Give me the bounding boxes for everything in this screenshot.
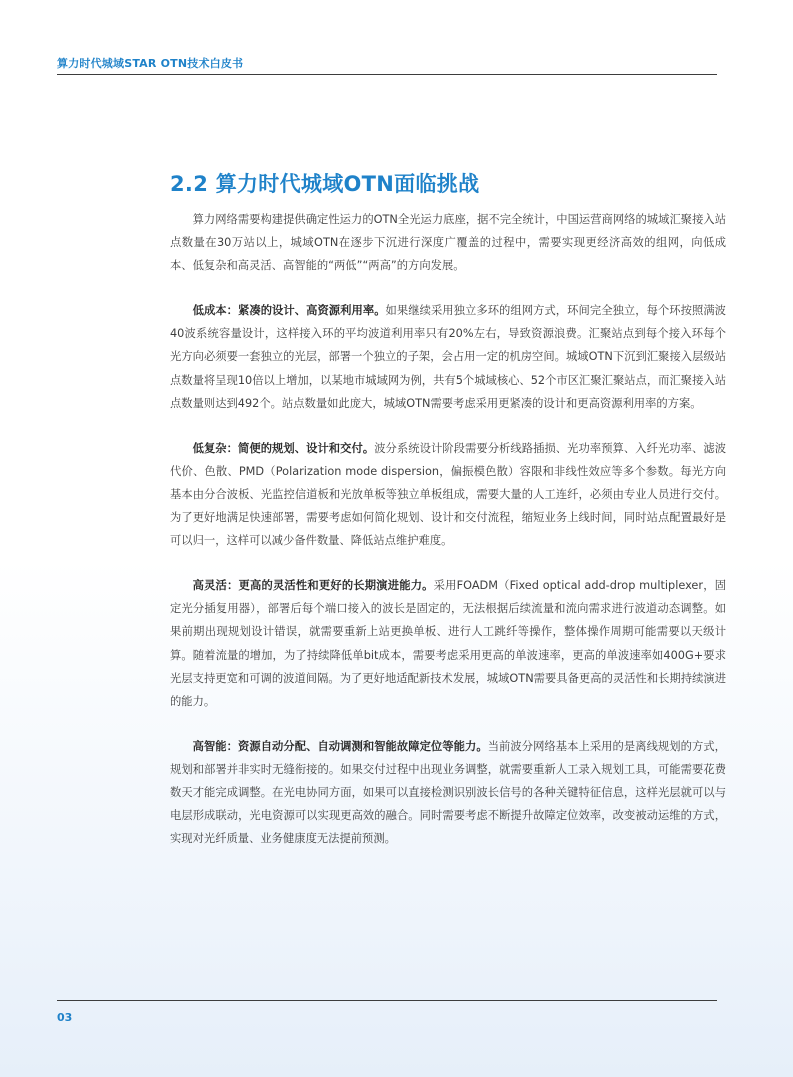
- paragraph-low-complexity-text: 波分系统设计阶段需要分析线路插损、光功率预算、入纤光功率、滤波代价、色散、PMD（Polarization mode dispersion，偏振模色散）容限和非线性效应等多个参数。每光方向基本由分合波板、光监控信道板和光放单板等独立单板组成，需要大量的人工连纤，必须由专业人员进行交付。为了更好地满足快速部署，需要考虑如何简化规划、设计和交付流程，缩短业务上线时间，同时站点配置最好是可以归一，这样可以减少备件数量、降低站点维护难度。: [170, 441, 726, 548]
- page-number: 03: [57, 1011, 73, 1024]
- header-title: 算力时代城域STAR OTN技术白皮书: [57, 57, 244, 70]
- paragraph-intro: [170, 208, 726, 277]
- paragraph-low-complexity: [170, 437, 726, 552]
- paragraph-high-intelligence-text: 当前波分网络基本上采用的是离线规划的方式，规划和部署并非实时无缝衔接的。如果交付过程中出现业务调整，就需要重新人工录入规划工具，可能需要花费数天才能完成调整。在光电协同方面，如果可以直接检测识别波长信号的各种关键特征信息，这样光层就可以与电层形成联动，光电资源可以实现更高效的融合。同时需要考虑不断提升故障定位效率，改变被动运维的方式，实现对光纤质量、业务健康度无法提前预测。: [170, 739, 726, 846]
- header-divider: [57, 74, 717, 75]
- paragraph-high-flexibility: [170, 574, 726, 713]
- paragraph-high-intelligence: [170, 735, 726, 850]
- section-body: [170, 208, 726, 872]
- footer-divider: [57, 1000, 717, 1001]
- paragraph-intro-text: 算力网络需要构建提供确定性运力的OTN全光运力底座，据不完全统计，中国运营商网络的城域汇聚接入站点数量在30万站以上，城域OTN在逐步下沉进行深度广覆盖的过程中，需要实现更经济高效的组网，向低成本、低复杂和高灵活、高智能的“两低”“两高”的方向发展。: [170, 213, 726, 273]
- paragraph-low-cost: [170, 299, 726, 414]
- paragraph-high-flexibility-text: 采用FOADM（Fixed optical add-drop multiplexer，固定光分插复用器），部署后每个端口接入的波长是固定的，无法根据后续流量和流向需求进行波道动态调整。如果前期出现规划设计错误，就需要重新上站更换单板、进行人工跳纤等操作，整体操作周期可能需要以天级计算。随着流量的增加，为了持续降低单bit成本，需要考虑采用更高的单波速率，更高的单波速率如400G+要求光层支持更宽和可调的波道间隔。为了更好地适配新技术发展，城域OTN需要具备更高的灵活性和长期持续演进的能力。: [170, 579, 726, 708]
- paragraph-high-intelligence-lead: 高智能：资源自动分配、自动调测和智能故障定位等能力。: [192, 739, 488, 753]
- paragraph-low-cost-text: 如果继续采用独立多环的组网方式，环间完全独立，每个环按照满波40波系统容量设计，这样接入环的平均波道利用率只有20%左右，导致资源浪费。汇聚站点到每个接入环每个光方向必须要一套独立的光层，部署一个独立的子架，会占用一定的机房空间。城域OTN下沉到汇聚接入层级站点数量将呈现10倍以上增加，以某地市城域网为例，共有5个城域核心、52个市区汇聚汇聚站点，而汇聚接入站点数量则达到492个。站点数量如此庞大，城域OTN需要考虑采用更紧凑的设计和更高资源利用率的方案。: [170, 304, 726, 410]
- paragraph-low-complexity-lead: 低复杂：简便的规划、设计和交付。: [192, 441, 375, 455]
- paragraph-low-cost-lead: 低成本：紧凑的设计、高资源利用率。: [192, 304, 386, 318]
- section-heading: 2.2 算力时代城域OTN面临挑战: [170, 172, 480, 196]
- paragraph-high-flexibility-lead: 高灵活：更高的灵活性和更好的长期演进能力。: [192, 579, 434, 593]
